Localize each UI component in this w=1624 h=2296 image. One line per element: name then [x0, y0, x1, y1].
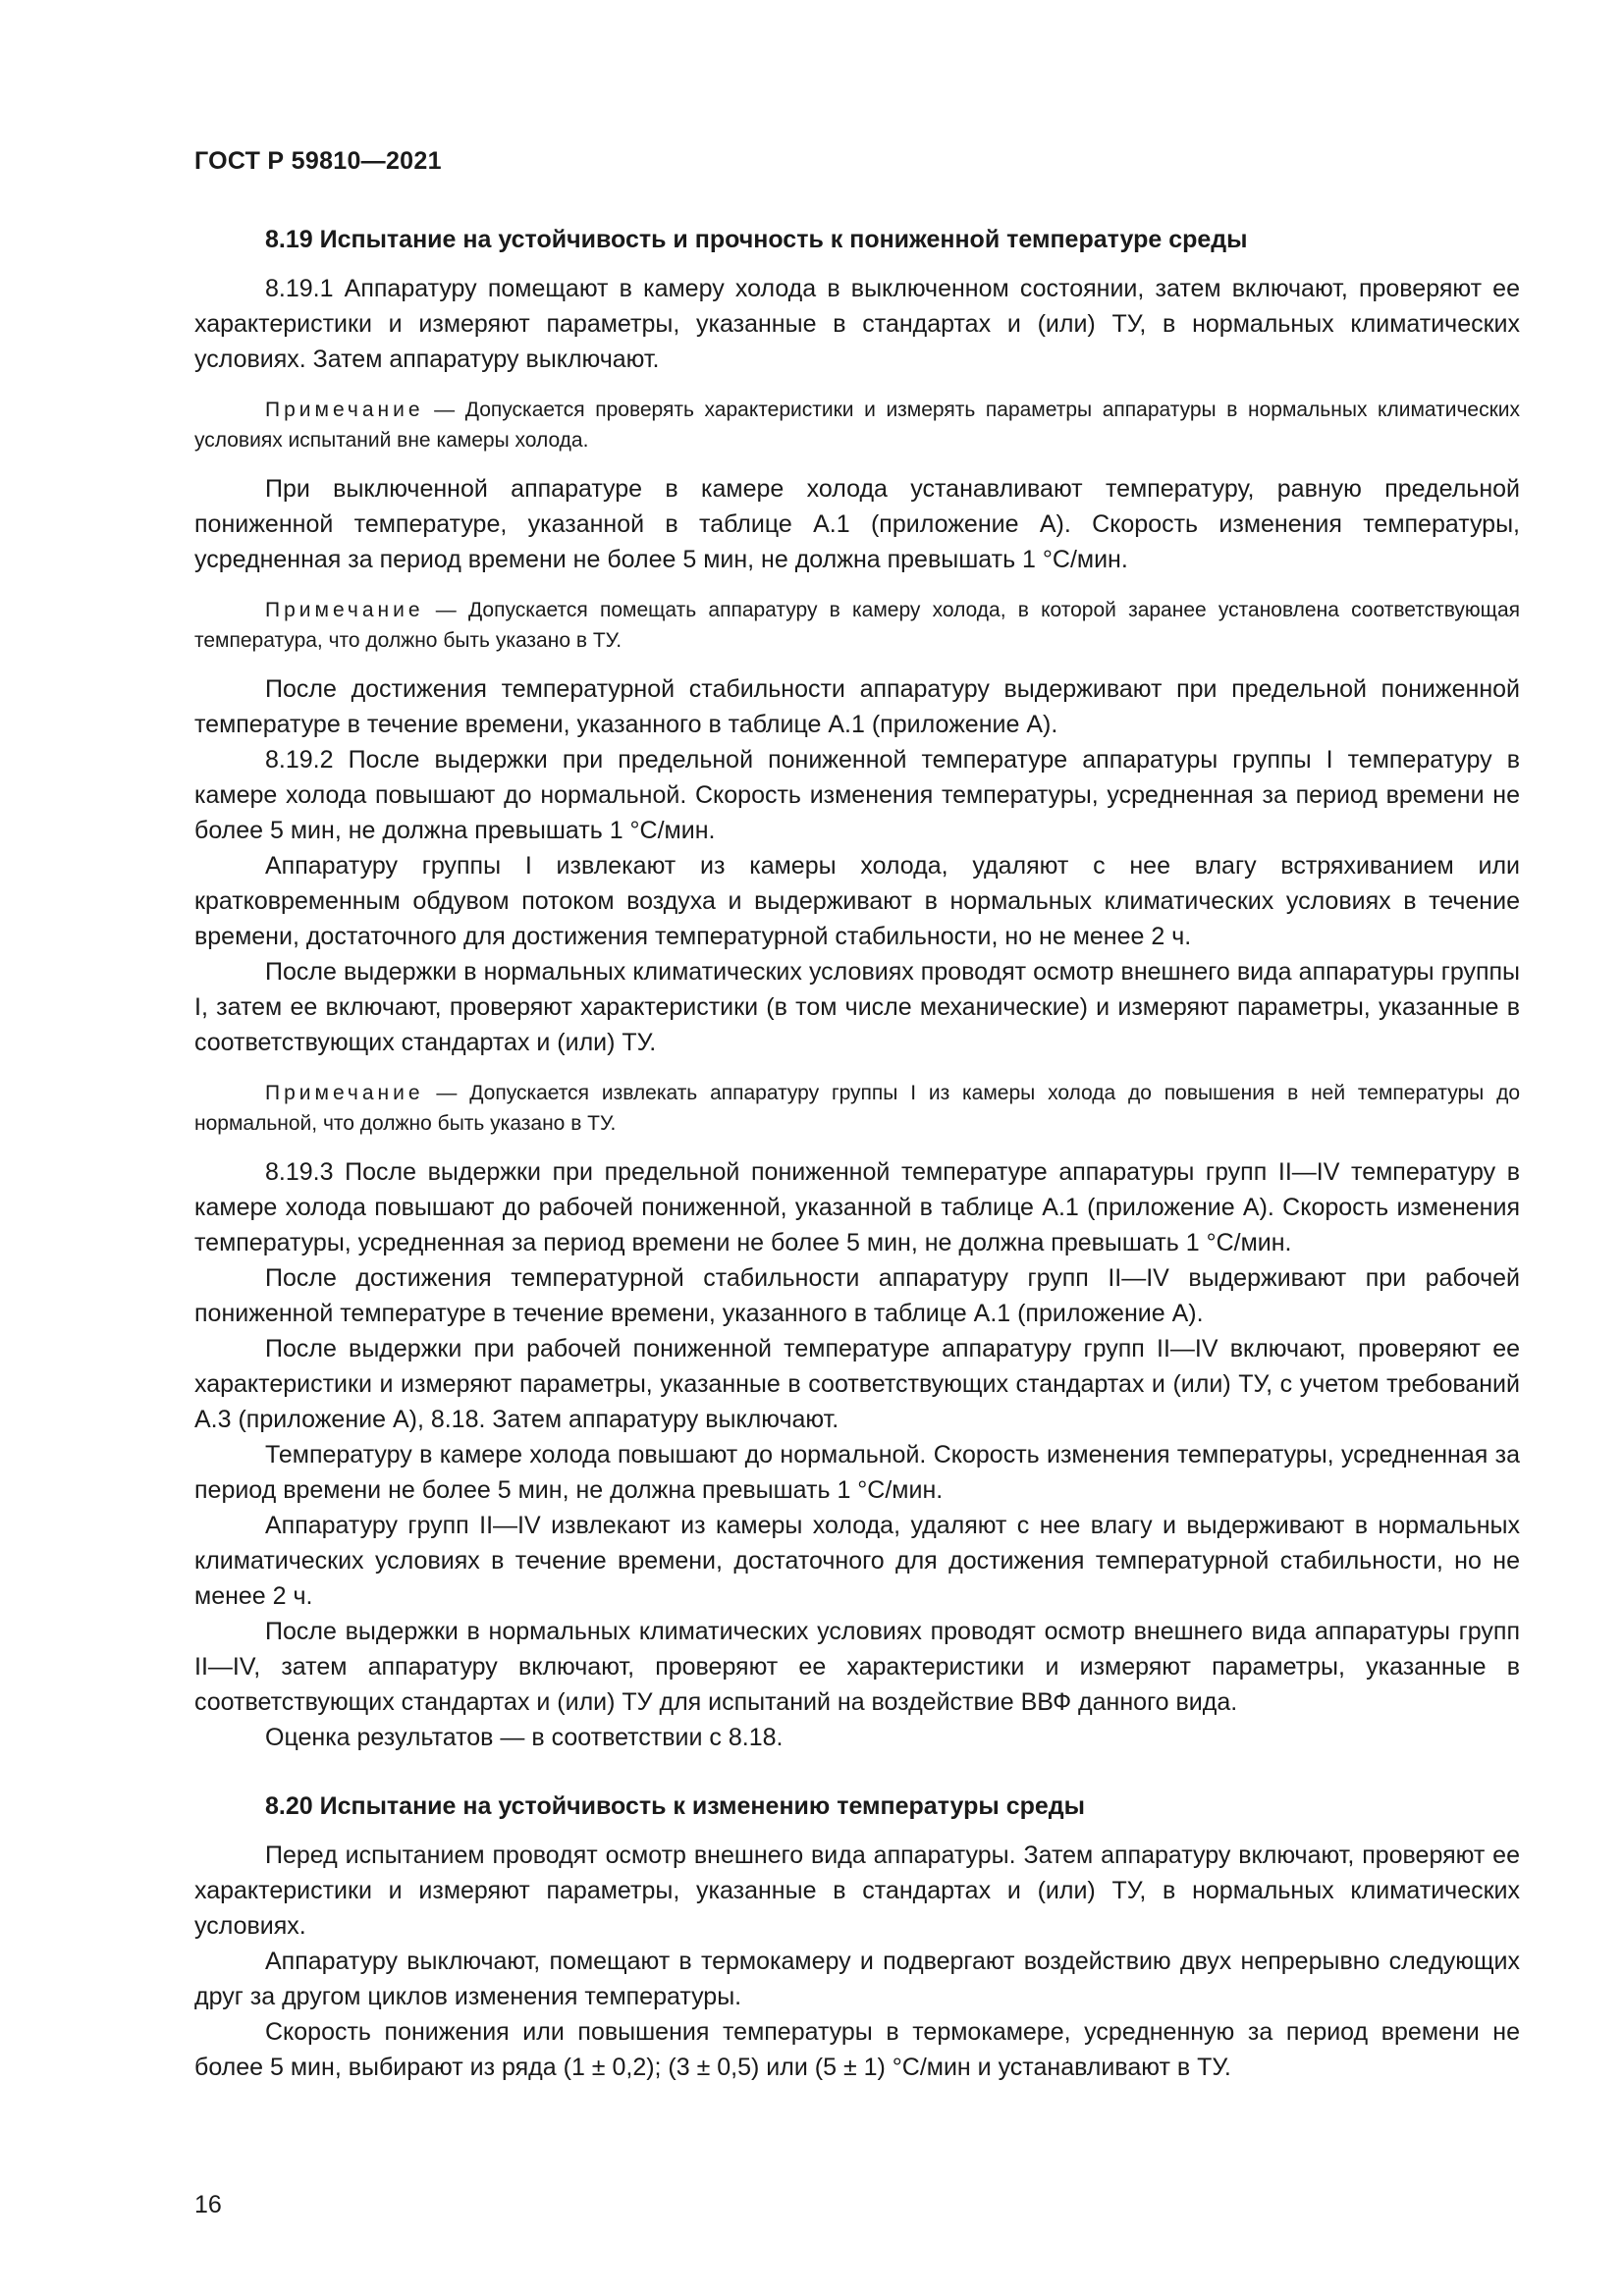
paragraph: Аппаратуру выключают, помещают в термокамеру и подвергают воздействию двух непрерывно следующих друг за другом циклов изменения температуры.	[194, 1948, 1520, 2010]
note	[194, 395, 1520, 455]
note-text: — Допускается извлекать аппаратуру группы I из камеры холода до повышения в ней температуры до нормальной, что должно быть указано в ТУ.	[194, 1082, 1520, 1135]
document-header: ГОСТ Р 59810—2021	[194, 147, 442, 175]
document-body	[194, 222, 1520, 2085]
paragraph: 8.19.3 После выдержки при предельной пониженной температуре аппаратуры групп II—IV температуру в камере холода повышают до рабочей пониженной, указанной в таблице А.1 (приложение А). Скорость изменения температуры, усредненная за период времени не более 5 мин, не должна превышать 1 °С/мин.	[194, 1158, 1520, 1256]
paragraph: После выдержки при рабочей пониженной температуре аппаратуру групп II—IV включают, проверяют ее характеристики и измеряют параметры, указанные в соответствующих стандартах и (или) ТУ, с учетом требований А.3 (приложение А), 8.18. Затем аппаратуру выключают.	[194, 1335, 1520, 1433]
paragraph: Аппаратуру группы I извлекают из камеры холода, удаляют с нее влагу встряхиванием или кратковременным обдувом потоком воздуха и выдерживают в нормальных климатических условиях в течение времени, достаточного для достижения температурной стабильности, но не менее 2 ч.	[194, 852, 1520, 950]
paragraph: Оценка результатов — в соответствии с 8.18.	[265, 1724, 784, 1751]
note-text: — Допускается помещать аппаратуру в камеру холода, в которой заранее установлена соответствующая температура, что должно быть указано в ТУ.	[194, 599, 1520, 652]
note-label: Примечание	[265, 399, 424, 421]
note	[194, 1078, 1520, 1139]
paragraph: 8.19.2 После выдержки при предельной пониженной температуре аппаратуры группы I температуру в камере холода повышают до нормальной. Скорость изменения температуры, усредненная за период времени не более 5 мин, не должна превышать 1 °С/мин.	[194, 746, 1520, 844]
note-label: Примечание	[265, 599, 424, 621]
paragraph: Температуру в камере холода повышают до нормальной. Скорость изменения температуры, усредненная за период времени не более 5 мин, не должна превышать 1 °С/мин.	[194, 1441, 1520, 1504]
note-text: — Допускается проверять характеристики и измерять параметры аппаратуры в нормальных климатических условиях испытаний вне камеры холода.	[194, 399, 1520, 452]
note-label: Примечание	[265, 1082, 424, 1104]
paragraph: При выключенной аппаратуре в камере холода устанавливают температуру, равную предельной пониженной температуре, указанной в таблице А.1 (приложение А). Скорость изменения температуры, усредненная за период времени не более 5 мин, не должна превышать 1 °С/мин.	[194, 475, 1520, 573]
paragraph: После достижения температурной стабильности аппаратуру выдерживают при предельной пониженной температуре в течение времени, указанного в таблице А.1 (приложение А).	[194, 675, 1520, 738]
page-number: 16	[194, 2191, 222, 2218]
section-heading: 8.20 Испытание на устойчивость к изменению температуры среды	[265, 1792, 1085, 1820]
document-page	[194, 0, 1520, 2296]
paragraph: После выдержки в нормальных климатических условиях проводят осмотр внешнего вида аппаратуры групп II—IV, затем аппаратуру включают, проверяют ее характеристики и измеряют параметры, указанные в соответствующих стандартах и (или) ТУ для испытаний на воздействие ВВФ данного вида.	[194, 1618, 1520, 1716]
paragraph: Перед испытанием проводят осмотр внешнего вида аппаратуры. Затем аппаратуру включают, проверяют ее характеристики и измеряют параметры, указанные в стандартах и (или) ТУ, в нормальных климатических условиях.	[194, 1842, 1520, 1940]
section-heading: 8.19 Испытание на устойчивость и прочность к пониженной температуре среды	[265, 226, 1248, 253]
paragraph: Скорость понижения или повышения температуры в термокамере, усредненную за период времени не более 5 мин, выбирают из ряда (1 ± 0,2); (3 ± 0,5) или (5 ± 1) °С/мин и устанавливают в ТУ.	[194, 2018, 1520, 2081]
paragraph: После выдержки в нормальных климатических условиях проводят осмотр внешнего вида аппаратуры группы I, затем ее включают, проверяют характеристики (в том числе механические) и измеряют параметры, указанные в соответствующих стандартах и (или) ТУ.	[194, 958, 1520, 1056]
paragraph: После достижения температурной стабильности аппаратуру групп II—IV выдерживают при рабочей пониженной температуре в течение времени, указанного в таблице А.1 (приложение А).	[194, 1264, 1520, 1327]
paragraph: 8.19.1 Аппаратуру помещают в камеру холода в выключенном состоянии, затем включают, проверяют ее характеристики и измеряют параметры, указанные в стандартах и (или) ТУ, в нормальных климатических условиях. Затем аппаратуру выключают.	[194, 275, 1520, 373]
paragraph: Аппаратуру групп II—IV извлекают из камеры холода, удаляют с нее влагу и выдерживают в нормальных климатических условиях в течение времени, достаточного для достижения температурной стабильности, но не менее 2 ч.	[194, 1512, 1520, 1610]
note	[194, 595, 1520, 656]
